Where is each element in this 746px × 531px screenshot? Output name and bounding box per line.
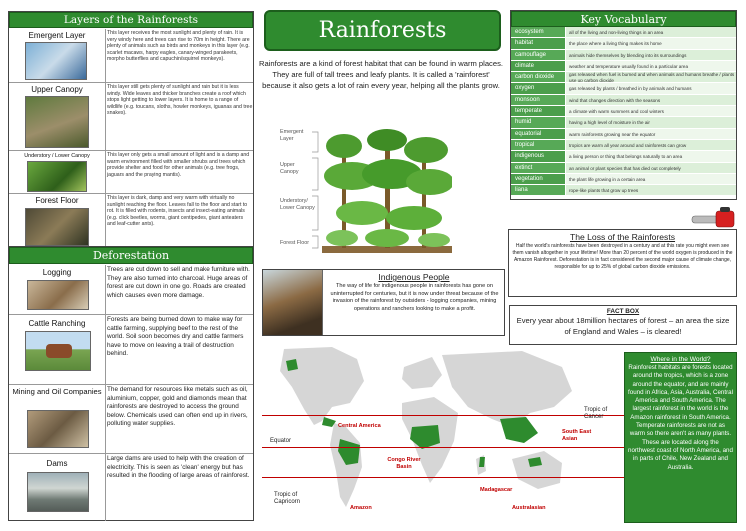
- vocab-row: [511, 129, 736, 140]
- rainforest-trees-illustration: [322, 128, 452, 253]
- vocab-term: extinct: [511, 163, 566, 173]
- vocab-term: monsoon: [511, 95, 566, 105]
- cause-name: Dams: [46, 459, 68, 468]
- tropic-of-capricorn-line: [262, 477, 624, 478]
- dam-image: [27, 472, 89, 512]
- region-label-congo: Congo River Basin: [387, 457, 421, 470]
- layers-divider: [105, 29, 106, 247]
- deforestation-title: Deforestation: [9, 247, 253, 264]
- vocab-definition: animals hide themselves by blending into its surroundings: [566, 50, 736, 60]
- indigenous-title: Indigenous People: [378, 272, 450, 282]
- equator-line: [262, 447, 624, 448]
- cause-text: Forests are being burned down to make way for cattle farming, supplying beef to the rest of the world. Soil soon becomes dry and cattle farmers have to move on leaving a trail of destruction behind.: [107, 316, 244, 358]
- vocab-definition: weather and temperature usually found in a particular area: [566, 61, 736, 71]
- layer-text: This layer is dark, damp and very warm with virtually no sunlight reaching the floor. Leaves fall to the floor and start to rot. It is filled with rodents, insects and insect-eating animals (e.g. click beetles, worms, giant centipedes, giant anteaters and leaf-cutter ants).: [107, 195, 248, 228]
- main-title-box: [264, 10, 501, 51]
- cause-name: Cattle Ranching: [28, 319, 86, 328]
- region-label-australasia: Australasian: [512, 505, 546, 511]
- layer-name: Understory / Lower Canopy: [24, 153, 90, 159]
- vocab-definition: gas released when fuel is burned and when animals and humans breathe / plants use up carbon dioxide: [566, 72, 736, 82]
- vocab-title: Key Vocabulary: [511, 11, 736, 27]
- vocab-definition: an animal or plant species that has died out completely: [566, 163, 736, 173]
- world-map: [262, 347, 624, 525]
- layer-text: This layer only gets a small amount of light and is a damp and warm environment filled with smaller shrubs and trees which provide shelter and food for other animals (e.g. tree frogs, jaguars and the praying mantis).: [107, 152, 250, 178]
- vocab-row: [511, 27, 736, 38]
- diagram-label-canopy: Upper Canopy: [280, 162, 299, 175]
- layers-title: Layers of the Rainforests: [9, 12, 253, 28]
- vocab-definition: rope-like plants that grow up trees: [566, 185, 736, 195]
- layer-name: Upper Canopy: [31, 85, 83, 94]
- diagram-label-emergent: Emergent Layer: [280, 129, 304, 142]
- layer-row-canopy: [9, 82, 253, 150]
- layer-row-understory: [9, 150, 253, 193]
- layer-text: This layer receives the most sunlight and plenty of rain. It is very windy here and trees can rise to 70m in height. There are plenty of animals such as birds and monkeys in this layer (e.g. scarlet macaws, harpy eagles, canary-winged parakeets, morpho butterflies and capuchin/squirrel monkeys).: [107, 30, 250, 63]
- sloth-image: [25, 96, 89, 148]
- indigenous-person-image: [263, 270, 323, 335]
- vocab-term: carbon dioxide: [511, 72, 566, 82]
- vocab-term: tropical: [511, 140, 566, 150]
- indigenous-panel: [262, 269, 505, 336]
- layer-row-emergent: [9, 29, 253, 82]
- vocab-row: [511, 38, 736, 49]
- vocab-definition: tropics are warm all year around and rainforests can grow: [566, 140, 736, 150]
- cause-text: The demand for resources like metals such as oil, aluminium, copper, gold and diamonds mean that rainforests are destroyed to access the ground below. Chemicals used can often end up in rivers, polluting water supplies.: [107, 386, 248, 428]
- vocab-row: [511, 106, 736, 117]
- vocab-list: [511, 27, 736, 196]
- layers-panel: [8, 11, 254, 247]
- vocab-definition: having a high level of moisture in the air: [566, 117, 736, 127]
- vocab-definition: a living person or thing that belongs naturally to an area: [566, 151, 736, 161]
- diagram-label-understory: Understory/ Lower Canopy: [280, 198, 315, 211]
- vocab-row: [511, 50, 736, 61]
- region-label-south-east-asia: South East Asian: [562, 429, 592, 442]
- vocab-row: [511, 151, 736, 162]
- layer-name: Emergent Layer: [28, 31, 86, 40]
- fact-box: [509, 305, 737, 345]
- vocab-definition: a climate with warm summers and cool winters: [566, 106, 736, 116]
- tropic-of-cancer-label: Tropic of Cancer: [584, 407, 608, 420]
- deforestation-panel: [8, 246, 254, 521]
- vocab-row: [511, 83, 736, 94]
- layer-row-floor: [9, 193, 253, 247]
- cause-row-logging: [9, 265, 253, 314]
- cause-row-cattle: [9, 314, 253, 384]
- where-text: Rainforest habitats are forests located around the tropics, which is a zone around the equator, and are mainly found in Africa, Asia, Australia, Central America and South America. The largest rainforest in the world is the Amazon rainforest in South America. Temperate rainforests are not as warm so there aren't as many plants. These are located along the northwest coast of North America, and in parts of Chile, New Zealand and Australia.: [628, 364, 733, 471]
- loss-title: The Loss of the Rainforests: [569, 232, 676, 242]
- vocab-definition: warm rainforests growing near the equator: [566, 129, 736, 139]
- where-panel: [624, 352, 737, 523]
- cow-shape: [46, 344, 72, 358]
- vocab-row: [511, 95, 736, 106]
- vocab-definition: all of the living and non-living things in an area: [566, 27, 736, 37]
- vocab-term: indigenous: [511, 151, 566, 161]
- vocab-row: [511, 174, 736, 185]
- intro-text: Rainforests are a kind of forest habitat that can be found in warm places. They are full of tall trees and leafy plants. It is called a 'rainforest' because it also gets a lot of rain every year, helping all the plants grow.: [259, 59, 503, 90]
- loss-text: Half the world's rainforests have been destroyed in a century and at this rate you might even see them vanish altogether in your lifetime! More than 20 percent of the world oxygen is produced in the Amazon Rainforest. Deforestation is in fact considered the second major cause of climate change, responsible for up to 25% of global carbon dioxide emissions.: [512, 243, 733, 270]
- indigenous-text: The way of life for indigenous people in rainforests has gone on uninterrupted for centuries, but it is now under threat because of the invasion of the rainforest by outsiders - logging companies, mining operations and ranchers looking to make a profit.: [330, 283, 499, 312]
- region-label-amazon: Amazon: [350, 505, 372, 511]
- cause-text: Trees are cut down to sell and make furniture with. They are also turned into charcoal. Huge areas of forest are cut down in one go. Roads are created which causes even more damage.: [107, 266, 250, 299]
- equator-label: Equator: [270, 438, 292, 444]
- deforestation-divider: [105, 265, 106, 521]
- tropic-of-capricorn-label: Tropic of Capricorn: [274, 492, 301, 505]
- vocab-row: [511, 72, 736, 83]
- vocab-term: equatorial: [511, 129, 566, 139]
- region-label-madagascar: Madagascar: [480, 487, 513, 493]
- vocab-term: humid: [511, 117, 566, 127]
- vocab-term: oxygen: [511, 83, 566, 93]
- cause-text: Large dams are used to help with the creation of electricity. This is seen as 'clean' energy but has resulted in the flooding of large areas of rainforest.: [107, 455, 250, 480]
- mining-image: [27, 410, 89, 448]
- vocab-definition: the place where a living thing makes its home: [566, 38, 736, 48]
- vocab-row: [511, 163, 736, 174]
- layer-text: This layer still gets plenty of sunlight and rain but it is less windy. Wide leaves and thicker branches create a roof which stops light getting to lower layers. It is home to a range of wildlife (e.g. toucans, sloths, howler monkeys, iguanas and tree snakes).: [107, 84, 253, 117]
- vocab-definition: gas released by plants / breathed in by animals and humans: [566, 83, 736, 93]
- anteater-image: [25, 208, 89, 246]
- where-title: Where in the World?: [650, 356, 711, 363]
- fact-text: Every year about 18million hectares of forest – an area the size of England and Wales – is cleared!: [516, 316, 730, 336]
- region-label-central-america: Central America: [338, 423, 381, 429]
- layer-name: Forest Floor: [35, 196, 79, 205]
- vocab-definition: the plant life growing in a certain area: [566, 174, 736, 184]
- loss-panel: [508, 229, 737, 297]
- tropic-of-cancer-line: [262, 415, 624, 416]
- fact-title: FACT BOX: [606, 308, 640, 315]
- vocab-term: habitat: [511, 38, 566, 48]
- vocab-row: [511, 185, 736, 196]
- vocab-panel: [510, 10, 737, 200]
- vocab-row: [511, 117, 736, 128]
- diagram-label-floor: Forest Floor: [280, 240, 310, 246]
- cause-name: Logging: [42, 268, 72, 277]
- vocab-term: climate: [511, 61, 566, 71]
- macaw-image: [25, 42, 87, 80]
- vocab-term: liana: [511, 185, 566, 195]
- cause-row-dams: [9, 453, 253, 521]
- vocab-definition: wind that changes direction with the seasons: [566, 95, 736, 105]
- cause-row-mining: [9, 384, 253, 453]
- frog-image: [27, 161, 87, 192]
- vocab-term: temperate: [511, 106, 566, 116]
- vocab-row: [511, 61, 736, 72]
- logging-image: [27, 280, 89, 310]
- vocab-term: camouflage: [511, 50, 566, 60]
- vocab-row: [511, 140, 736, 151]
- cattle-image: [25, 331, 91, 371]
- cause-name: Mining and Oil Companies: [12, 387, 102, 396]
- vocab-term: ecosystem: [511, 27, 566, 37]
- page-title: Rainforests: [318, 18, 447, 43]
- vocab-term: vegetation: [511, 174, 566, 184]
